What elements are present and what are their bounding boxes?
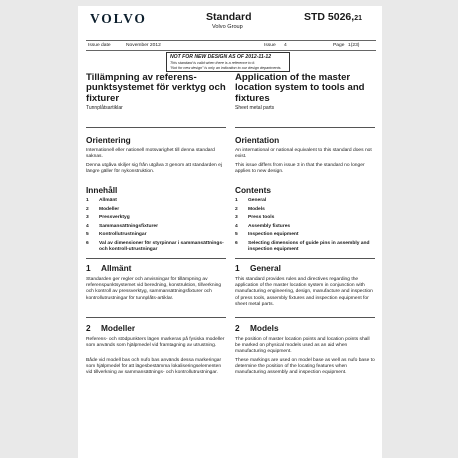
meta-top-rule [86, 40, 376, 41]
en-toc-num: 2 [235, 206, 238, 212]
en-toc-num: 6 [235, 240, 238, 246]
en-contents-heading: Contents [235, 185, 271, 195]
sv-section-2-title: Modeller [101, 323, 136, 333]
en-section-2-title: Models [250, 323, 279, 333]
standard-number [304, 11, 362, 23]
en-toc-item[interactable] [235, 224, 375, 233]
page-value: 1(23) [348, 43, 360, 48]
issue-date: November 2012 [126, 43, 161, 48]
en-orientation-heading: Orientation [235, 135, 280, 145]
en-orientation-p1: An international or national equivalent to this standard does not exist. [235, 148, 372, 160]
en-toc-item[interactable] [235, 198, 375, 207]
sv-toc-num: 3 [86, 215, 89, 220]
sv-section-2-heading [86, 323, 135, 333]
sv-toc-num: 1 [86, 198, 89, 203]
sv-toc-title: Allmänt [99, 198, 117, 203]
sv-toc-item[interactable] [86, 241, 226, 254]
sv-section-2-p2: Både vid modell bas och nufo bas används dessa markeringar som hjälpmedel för att lägesbestämma lokaliseringselementen vid tillverkning av sammansättnings- och kontrollutrustningar. [86, 358, 222, 376]
en-toc-num: 5 [235, 232, 238, 237]
document-page [78, 6, 382, 458]
sv-section-1-heading [86, 263, 131, 273]
en-section-2-number: 2 [235, 323, 240, 333]
notice-line-2: "Not for new design" is only an indication to our design departments. [170, 65, 282, 70]
en-contents-list [235, 198, 375, 254]
en-section-1-text: This standard provides rules and directives regarding the application of the master location system in conjunction with manufacturing engineering, design, manufacture and inspection of press tools, assembly fixtures and inspection equipment for sheet metal parts. [235, 277, 373, 307]
sv-toc-title: Kontrollutrustningar [99, 232, 147, 237]
sv-toc-item[interactable] [86, 207, 226, 216]
issue-label: Issue [264, 43, 276, 48]
en-separator-3 [235, 317, 375, 318]
english-column [235, 72, 375, 376]
sv-section-1-number: 1 [86, 263, 91, 273]
sv-toc-item[interactable] [86, 198, 226, 207]
sv-section-2-number: 2 [86, 323, 91, 333]
en-subtitle: Sheet metal parts [235, 104, 275, 111]
en-toc-item[interactable] [235, 215, 375, 224]
en-section-1-heading [235, 263, 281, 273]
group-label: Volvo Group [212, 24, 243, 30]
sv-section-2-p1: Referens- och stödpunkters lägen markeras på fysiska modeller som används som hjälpmedel vid framtagning av utrustning. [86, 337, 225, 349]
en-section-2-p2: These markings are used on model base as well as nufo base to determine the position of the locating features when manufacturing assembly and inspection equipment. [235, 358, 375, 376]
sv-toc-title: Pressverktyg [99, 215, 130, 220]
sv-toc-title: Val av dimensioner för styrpinnar i sammansättnings- och kontroll-utrustningar [99, 240, 224, 252]
en-separator-1 [235, 127, 375, 128]
sv-toc-num: 4 [86, 223, 89, 229]
en-toc-item[interactable] [235, 241, 375, 254]
en-section-1-number: 1 [235, 263, 240, 273]
standard-number-main: STD 5026, [304, 11, 355, 23]
sv-toc-num: 6 [86, 240, 89, 246]
en-toc-num: 4 [235, 223, 238, 229]
issue-date-label: Issue date [88, 43, 111, 48]
en-toc-title: Assembly fixtures [248, 223, 291, 229]
sv-contents-heading: Innehåll [86, 185, 118, 195]
en-toc-title: General [248, 198, 267, 203]
en-toc-item[interactable] [235, 207, 375, 216]
en-section-1-title: General [250, 263, 281, 273]
meta-bottom-rule [86, 50, 376, 51]
en-toc-num: 3 [235, 215, 238, 220]
sv-subtitle: Tunnplåtsartiklar [86, 104, 123, 111]
sv-orientation-heading: Orientering [86, 135, 131, 145]
sv-toc-title: Sammansättningsfixturer [99, 223, 158, 229]
en-toc-title: Inspection equipment [248, 232, 299, 237]
sv-separator-2 [86, 258, 226, 259]
swedish-column [86, 72, 226, 376]
en-toc-title: Selecting dimensions of guide pins in assembly and inspection equipment [248, 240, 370, 252]
en-orientation-p2: This issue differs from issue 3 in that the standard no longer applies to new design. [235, 163, 365, 175]
sv-contents-list [86, 198, 226, 254]
sv-section-1-title: Allmänt [101, 263, 132, 273]
notice-title: NOT FOR NEW DESIGN AS OF 2012-11-12 [170, 54, 272, 60]
sv-toc-item[interactable] [86, 215, 226, 224]
en-title: Application of the master location system to tools and fixtures [235, 72, 365, 104]
en-toc-title: Press tools [248, 215, 275, 220]
sv-toc-item[interactable] [86, 232, 226, 241]
standard-label: Standard [206, 11, 252, 23]
volvo-logo: VOLVO [90, 11, 147, 26]
sv-toc-num: 2 [86, 206, 89, 212]
en-section-2-p1: The position of master location points and location points shall be marked on physical models used as an aid when manufacturing equipment. [235, 337, 370, 355]
sv-separator-1 [86, 127, 226, 128]
en-toc-item[interactable] [235, 232, 375, 241]
sv-separator-3 [86, 317, 226, 318]
sv-title: Tillämpning av referens-punktsystemet för verktyg och fixturer [86, 72, 226, 104]
issue-number: 4 [284, 43, 287, 48]
standard-revision: 21 [354, 15, 362, 22]
sv-orientation-p1: Internationell eller nationell motsvarighet till denna standard saknas. [86, 148, 215, 160]
not-for-new-design-notice [166, 52, 290, 72]
sv-toc-item[interactable] [86, 224, 226, 233]
sv-section-1-text: Standarden ger regler och anvisningar för tillämpning av referenspunktsystemet vid beredning, konstruktion, tillverkning och kontroll av pressverktyg, sammansättningsfixturer och kontrollutrustningar för tunnplåts-artiklar. [86, 277, 222, 301]
sv-toc-title: Modeller [99, 206, 120, 212]
sv-toc-num: 5 [86, 232, 89, 237]
sv-orientation-p2: Denna utgåva skiljer sig från utgåva 3 genom att standarden ej längre gäller för nykonstruktion. [86, 163, 222, 175]
en-toc-num: 1 [235, 198, 238, 203]
en-section-2-heading [235, 323, 279, 333]
en-toc-title: Models [248, 206, 265, 212]
notice-line-1: This standard is valid when there is a reference to it. [170, 61, 256, 65]
en-separator-2 [235, 258, 375, 259]
page-label: Page [333, 43, 345, 48]
